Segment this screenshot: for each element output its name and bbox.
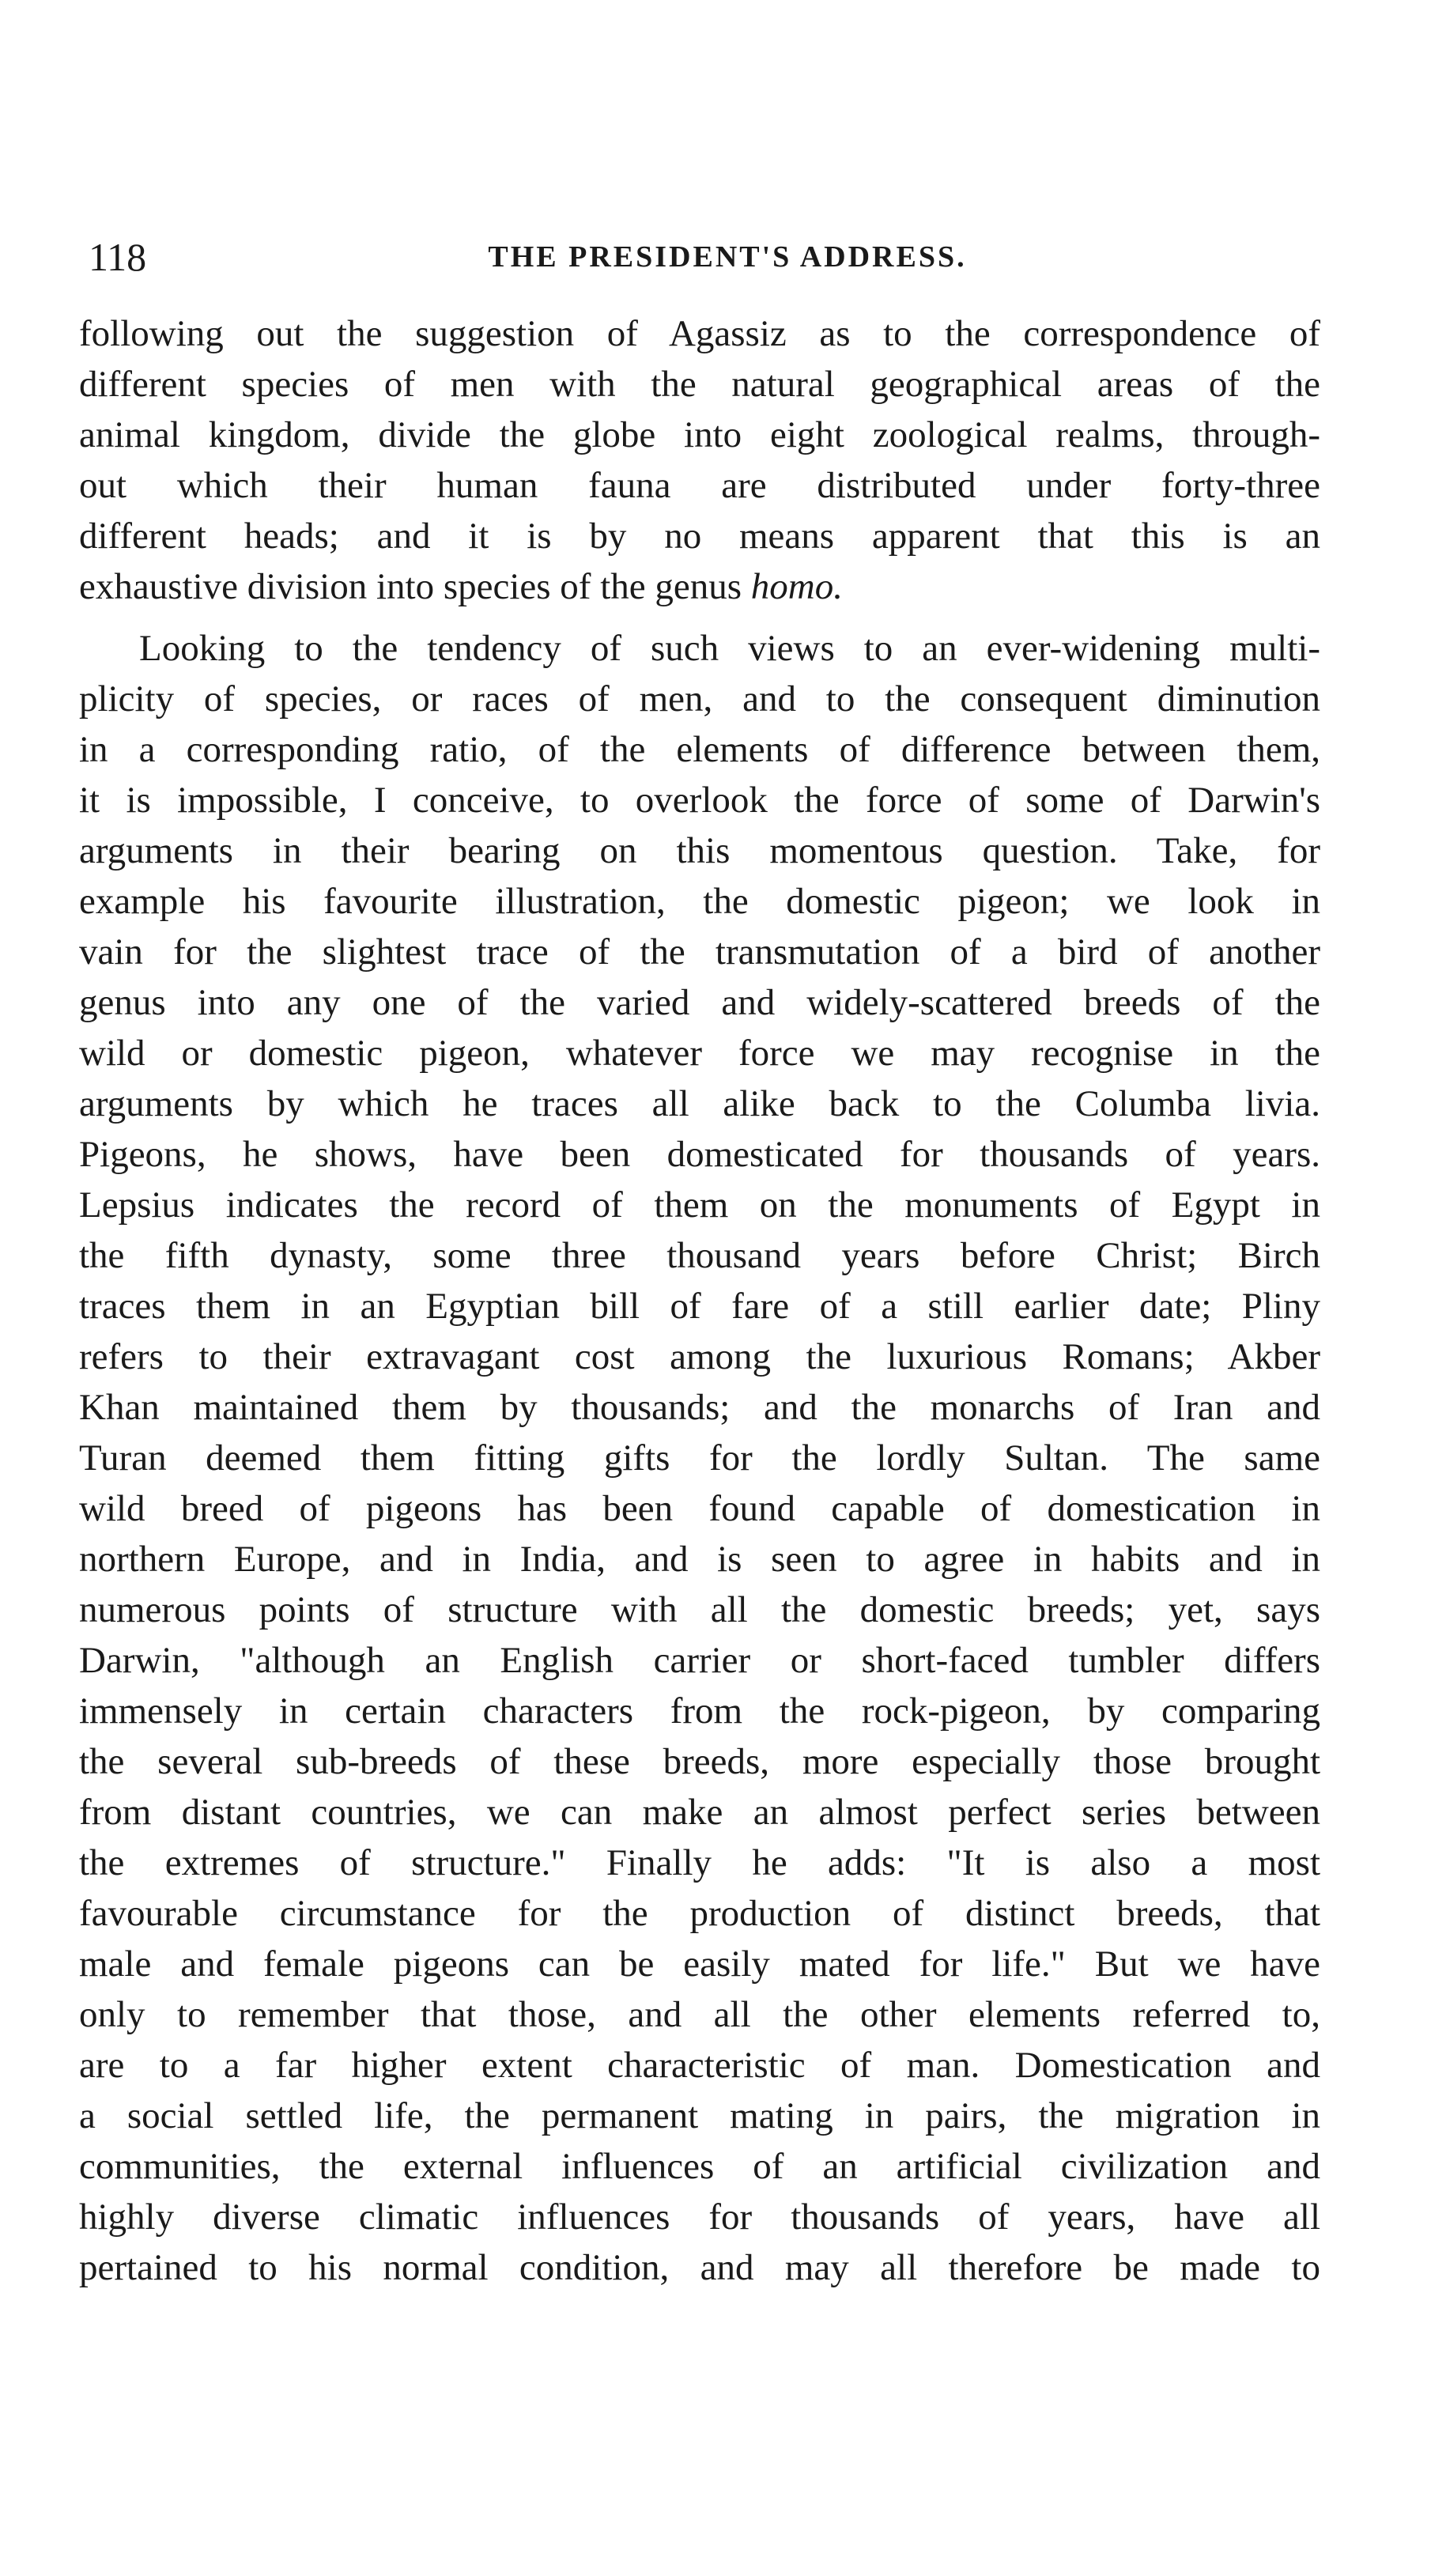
- text-line: following out the suggestion of Agassiz as to the correspondence of: [79, 313, 1320, 354]
- text-line: animal kingdom, divide the globe into eight zoological realms, through-: [79, 414, 1320, 455]
- text-line: the fifth dynasty, some three thousand years before Christ; Birch: [79, 1235, 1320, 1276]
- text-line: arguments in their bearing on this momentous question. Take, for: [79, 830, 1320, 871]
- text-line: a social settled life, the permanent mating in pairs, the migration in: [79, 2095, 1320, 2136]
- body-text: [79, 308, 1320, 2293]
- text-line: northern Europe, and in India, and is seen to agree in habits and in: [79, 1539, 1320, 1580]
- text-line: immensely in certain characters from the rock-pigeon, by comparing: [79, 1690, 1320, 1732]
- text-line: pertained to his normal condition, and may all therefore be made to: [79, 2247, 1320, 2288]
- text-line: vain for the slightest trace of the transmutation of a bird of another: [79, 931, 1320, 973]
- text-line: different species of men with the natural geographical areas of the: [79, 364, 1320, 405]
- text-line: [79, 561, 1320, 612]
- text-line: refers to their extravagant cost among the luxurious Romans; Akber: [79, 1336, 1320, 1377]
- text-line: are to a far higher extent characteristic of man. Domestication and: [79, 2045, 1320, 2086]
- text-line: male and female pigeons can be easily mated for life." But we have: [79, 1943, 1320, 1985]
- text-line: wild breed of pigeons has been found capable of domestication in: [79, 1488, 1320, 1529]
- text-line: genus into any one of the varied and widely-scattered breeds of the: [79, 982, 1320, 1023]
- paragraph-gap: [79, 612, 1320, 623]
- text-line: in a corresponding ratio, of the elements of difference between them,: [79, 729, 1320, 770]
- text-line-content: exhaustive division into species of the genus: [79, 566, 742, 607]
- text-line: numerous points of structure with all the domestic breeds; yet, says: [79, 1589, 1320, 1630]
- text-line: Lepsius indicates the record of them on the monuments of Egypt in: [79, 1184, 1320, 1226]
- text-line: different heads; and it is by no means apparent that this is an: [79, 516, 1320, 557]
- running-head: [79, 225, 1320, 289]
- text-line: Pigeons, he shows, have been domesticated for thousands of years.: [79, 1134, 1320, 1175]
- text-line: Looking to the tendency of such views to an ever-widening multi-: [139, 628, 1320, 669]
- running-title: THE PRESIDENT'S ADDRESS.: [488, 240, 967, 274]
- text-line: it is impossible, I conceive, to overlook the force of some of Darwin's: [79, 780, 1320, 821]
- text-line: arguments by which he traces all alike back to the Columba livia.: [79, 1083, 1320, 1124]
- text-line: plicity of species, or races of men, and to the consequent diminution: [79, 678, 1320, 720]
- italic-term: homo.: [750, 566, 843, 607]
- text-line: highly diverse climatic influences for thousands of years, have all: [79, 2196, 1320, 2238]
- text-line: only to remember that those, and all the other elements referred to,: [79, 1994, 1320, 2035]
- page-number: 118: [89, 235, 147, 279]
- text-line: from distant countries, we can make an almost perfect series between: [79, 1792, 1320, 1833]
- text-line: Turan deemed them fitting gifts for the lordly Sultan. The same: [79, 1437, 1320, 1479]
- text-line: Darwin, "although an English carrier or short-faced tumbler differs: [79, 1640, 1320, 1681]
- text-line: communities, the external influences of an artificial civilization and: [79, 2146, 1320, 2187]
- text-line: favourable circumstance for the production of distinct breeds, that: [79, 1893, 1320, 1934]
- text-line: example his favourite illustration, the domestic pigeon; we look in: [79, 881, 1320, 922]
- text-line: Khan maintained them by thousands; and the monarchs of Iran and: [79, 1387, 1320, 1428]
- text-line: wild or domestic pigeon, whatever force we may recognise in the: [79, 1033, 1320, 1074]
- text-line: the extremes of structure." Finally he adds: "It is also a most: [79, 1842, 1320, 1883]
- text-line: traces them in an Egyptian bill of fare of a still earlier date; Pliny: [79, 1286, 1320, 1327]
- paragraph-1: [79, 308, 1320, 612]
- paragraph-2: [79, 623, 1320, 2293]
- text-line: the several sub-breeds of these breeds, more especially those brought: [79, 1741, 1320, 1782]
- text-line: out which their human fauna are distributed under forty-three: [79, 465, 1320, 506]
